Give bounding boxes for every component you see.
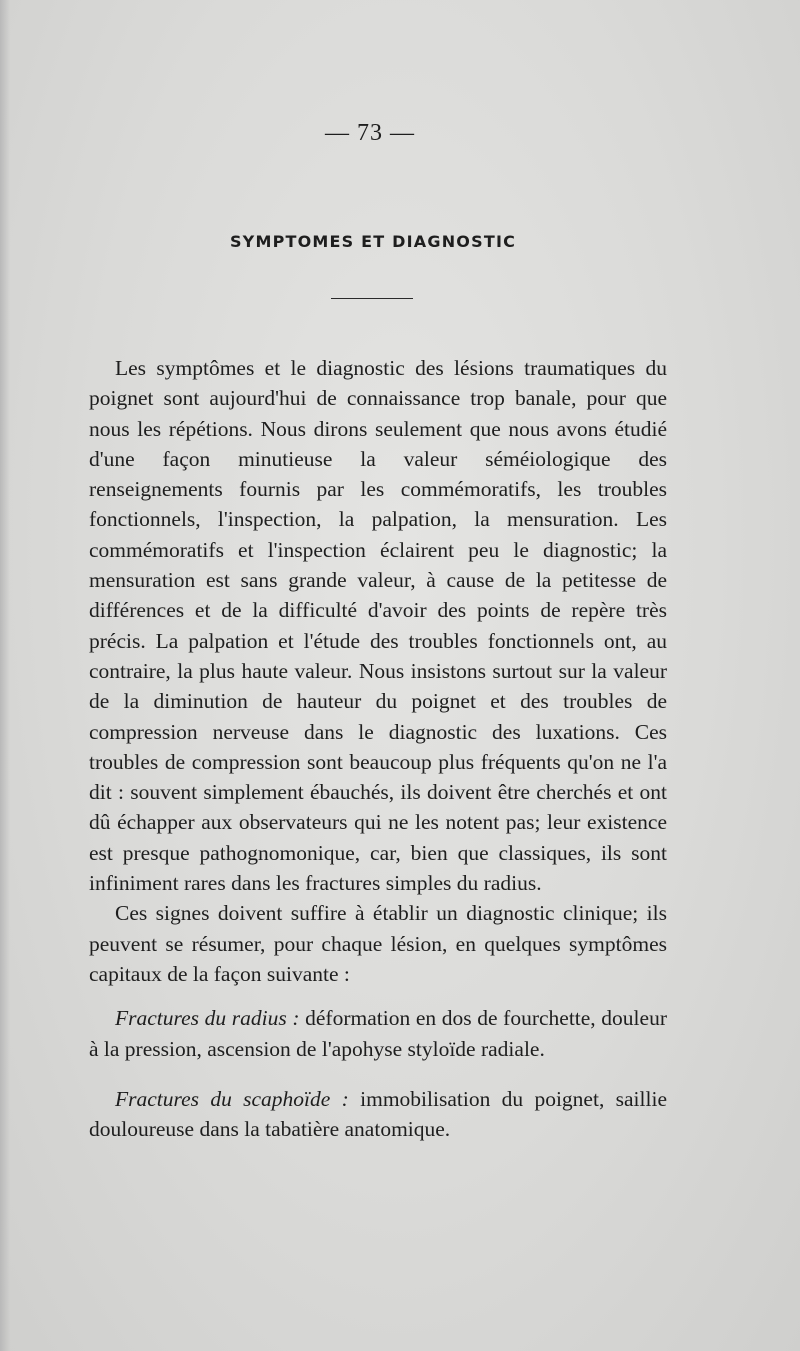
radius-fractures-heading: Fractures du radius : — [115, 1006, 300, 1031]
title-divider — [331, 298, 413, 299]
radius-fractures-text: déformation en dos de fourchette, douleur à la pression, ascension de l'apohyse styloïde radiale. — [89, 1006, 667, 1061]
page-edge-shadow — [0, 0, 10, 1351]
body-text — [89, 353, 667, 1144]
paragraph-scaphoid-fractures — [89, 1084, 667, 1145]
paragraph-radius-fractures — [89, 1003, 667, 1064]
paragraph-clinical-signs: Ces signes doivent suffire à établir un diagnostic clinique; ils peuvent se résumer, pour chaque lésion, en quelques symptômes capitaux de la façon suivante : — [89, 901, 667, 986]
scaphoid-fractures-text: immobilisation du poignet, saillie douloureuse dans la tabatière anatomique. — [89, 1086, 667, 1142]
paragraph-symptoms-diagnosis: Les symptômes et le diagnostic des lésions traumatiques du poignet sont aujourd'hui de connaissance trop banale, pour que nous les répétions. Nous dirons seulement que nous avons étudié d'une façon minutieuse la valeur séméiologique des renseignements fournis par les commémoratifs, les troubles fonctionnels, l'inspection, la palpation, la mensuration. Les commémoratifs et l'inspection éclairent peu le diagnostic; la mensuration est sans grande valeur, à cause de la petitesse de différences et de la difficulté d'avoir des points de repère très précis. La palpation et l'étude des troubles fonctionnels ont, au contraire, la plus haute valeur. Nous insistons surtout sur la valeur de la diminution de hauteur du poignet et des troubles de compression nerveuse dans le diagnostic des luxations. Ces troubles de compression sont beaucoup plus fréquents qu'on ne l'a dit : souvent simplement ébauchés, ils doivent être cherchés et ont dû échapper aux observateurs qui ne les notent pas; leur existence est presque pathognomonique, car, bien que classiques, ils sont infiniment rares dans les fractures simples du radius. — [89, 356, 667, 896]
section-title: SYMPTOMES ET DIAGNOSTIC — [229, 232, 517, 251]
page-number: — 73 — — [325, 120, 415, 146]
scaphoid-fractures-heading: Fractures du scaphoïde : — [115, 1086, 349, 1111]
